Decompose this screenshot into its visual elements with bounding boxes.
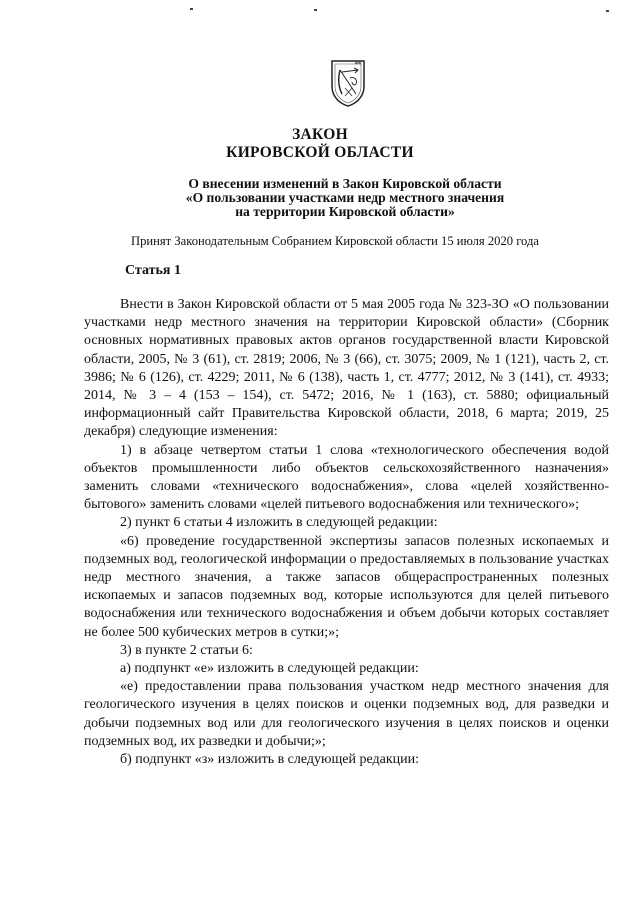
law-subtitle-line-2: «О пользовании участками недр местного значения bbox=[185, 190, 505, 205]
paragraph-subitem-a-text: «е) предоставлении права пользования участком недр местного значения для геологического изучения в целях поисков и оценки подземных вод, для разведки и добычи подземных вод или для геологического изучения в целях поисков и оценки подземных вод, их разведки и добычи;»; bbox=[84, 679, 609, 749]
paragraph-subitem-a: а) подпункт «е» изложить в следующей редакции: bbox=[120, 661, 419, 677]
kirov-oblast-coat-of-arms-icon bbox=[328, 58, 368, 108]
paragraph-subitem-b: б) подпункт «з» изложить в следующей редакции: bbox=[120, 752, 420, 768]
article-body bbox=[84, 296, 609, 769]
paragraph-item-2-text: «6) проведение государственной экспертизы запасов полезных ископаемых и подземных вод, геологической информации о предоставляемых в пользование участках недр местного значения, а также запасов общераспространенных полезных ископаемых и запасов подземных вод, которые используются для целей питьевого водоснабжения или технического водоснабжения и объем добычи которых составляет не более 500 кубических метров в сутки;»; bbox=[84, 533, 609, 640]
adoption-line: Принят Законодательным Собранием Кировской области 15 июля 2020 года bbox=[131, 234, 539, 248]
scan-speck bbox=[606, 10, 609, 12]
article-heading: Статья 1 bbox=[125, 263, 181, 278]
scan-speck bbox=[314, 9, 317, 11]
law-title-line-2: КИРОВСКОЙ ОБЛАСТИ bbox=[226, 144, 414, 161]
law-title-line-1: ЗАКОН bbox=[292, 126, 348, 143]
scan-speck bbox=[190, 8, 193, 10]
paragraph-item-2: 2) пункт 6 статьи 4 изложить в следующей редакции: bbox=[120, 515, 438, 531]
law-subtitle-line-1: О внесении изменений в Закон Кировской области bbox=[188, 176, 502, 191]
paragraph-intro: Внести в Закон Кировской области от 5 мая 2005 года № 323-ЗО «О пользовании участками недр местного значения на территории Кировской области» (Сборник основных нормативных правовых актов органов государственной власти Кировской области, 2005, № 3 (61), ст. 2819; 2006, № 3 (66), ст. 3075; 2009, № 1 (121), часть 2, ст. 3986; № 6 (126), ст. 4229; 2011, № 6 (138), часть 1, ст. 4777; 2012, № 3 (141), ст. 4933; 2014, № 3 – 4 (153 – 154), ст. 5472; 2016, № 1 (163), ст. 5880; официальный информационный сайт Правительства Кировской области, 2018, 6 марта; 2019, 25 декабря) следующие изменения: bbox=[84, 297, 609, 440]
law-subtitle-line-3: на территории Кировской области» bbox=[235, 204, 455, 219]
paragraph-item-1: 1) в абзаце четвертом статьи 1 слова «технологического обеспечения водой объектов промышленности либо объектов сельскохозяйственного назначения» заменить словами «технического водоснабжения», слова «целей хозяйственно-бытового» заменить словами «целей питьевого водоснабжения или технического»; bbox=[84, 442, 609, 513]
paragraph-item-3: 3) в пункте 2 статьи 6: bbox=[120, 642, 253, 658]
